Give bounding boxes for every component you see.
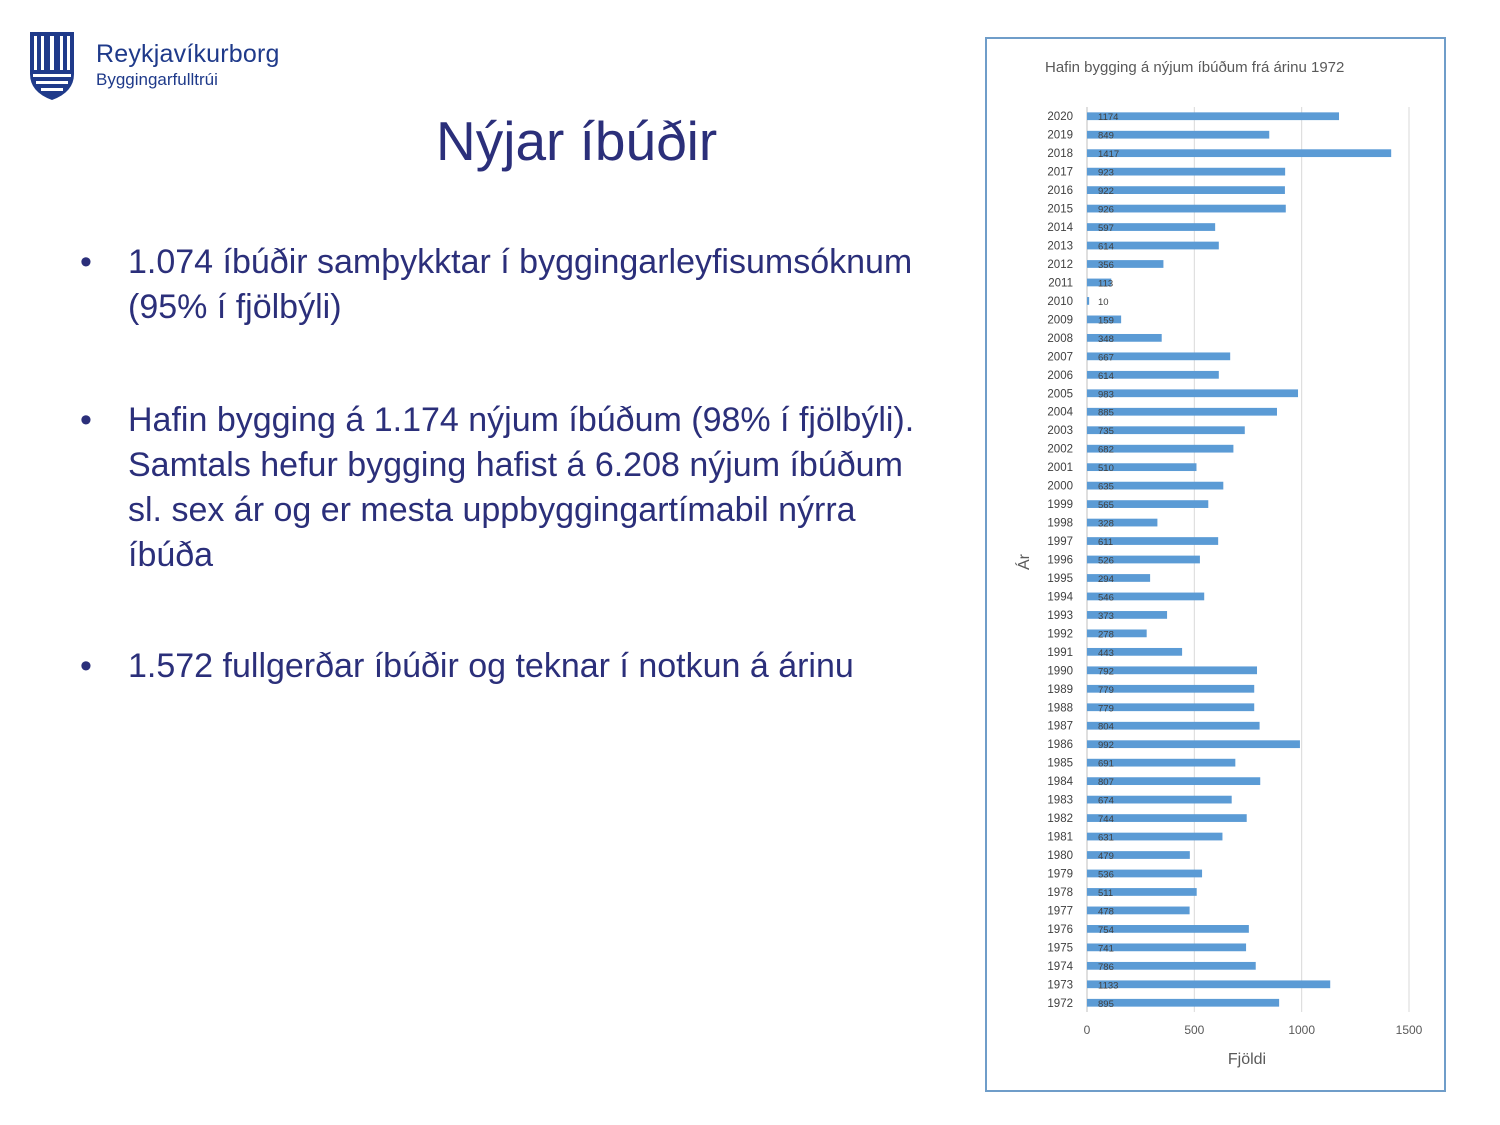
chart-y-tick-label: 2007 — [1047, 351, 1073, 364]
chart-data-label: 443 — [1098, 647, 1114, 659]
bullet-marker: • — [80, 243, 92, 281]
chart-y-tick-label: 2018 — [1047, 148, 1073, 161]
chart-x-tick-label: 0 — [1083, 1023, 1091, 1037]
chart-y-tick-label: 1997 — [1047, 536, 1073, 549]
chart-data-label: 348 — [1098, 333, 1114, 345]
chart-y-tick-label: 1980 — [1047, 850, 1073, 863]
chart-data-label: 526 — [1098, 555, 1114, 567]
chart-x-tick-label: 1500 — [1395, 1023, 1423, 1037]
brand-name: Reykjavíkurborg — [96, 40, 280, 68]
chart-data-label: 1174 — [1098, 112, 1119, 124]
chart-x-tick-label: 1000 — [1288, 1023, 1316, 1037]
chart-data-label: 804 — [1098, 721, 1114, 733]
chart-y-tick-label: 1987 — [1047, 720, 1073, 733]
chart-data-label: 510 — [1098, 463, 1114, 475]
chart-data-label: 792 — [1098, 666, 1114, 678]
chart-data-label: 674 — [1098, 795, 1114, 807]
chart-data-label: 779 — [1098, 684, 1114, 696]
bullet-line: Samtals hefur bygging hafist á 6.208 nýjum íbúðum — [128, 446, 903, 484]
chart-x-tick-label: 500 — [1184, 1023, 1205, 1037]
chart-data-label: 923 — [1098, 167, 1114, 179]
chart-y-tick-label: 2008 — [1047, 332, 1073, 345]
chart-data-label: 779 — [1098, 703, 1114, 715]
chart-bar — [1087, 149, 1391, 157]
chart-data-label: 159 — [1098, 315, 1114, 327]
chart-data-label: 744 — [1098, 814, 1114, 826]
chart-y-tick-label: 1991 — [1047, 646, 1073, 659]
chart-y-tick-label: 1996 — [1047, 554, 1073, 567]
chart-bar — [1087, 168, 1285, 176]
chart-data-label: 565 — [1098, 500, 1114, 512]
chart-y-tick-label: 1989 — [1047, 683, 1073, 696]
chart-data-label: 807 — [1098, 777, 1114, 789]
chart-y-tick-label: 1983 — [1047, 794, 1073, 807]
bullet-line: íbúða — [128, 536, 214, 574]
reykjavik-coat-of-arms-icon — [28, 30, 76, 102]
chart-bar — [1087, 574, 1150, 582]
chart-data-label: 1417 — [1098, 149, 1120, 161]
bar-chart — [985, 37, 1446, 1092]
chart-data-label: 667 — [1098, 352, 1114, 364]
chart-data-label: 614 — [1098, 241, 1114, 253]
chart-data-label: 885 — [1098, 407, 1114, 419]
chart-data-label: 786 — [1098, 961, 1114, 973]
chart-data-label: 546 — [1098, 592, 1114, 604]
chart-y-tick-label: 1981 — [1047, 831, 1073, 844]
chart-data-label: 922 — [1098, 186, 1114, 198]
chart-data-label: 735 — [1098, 426, 1114, 438]
chart-y-tick-label: 1977 — [1047, 905, 1073, 918]
chart-y-tick-label: 1975 — [1047, 942, 1073, 955]
chart-bar — [1087, 186, 1285, 194]
chart-x-axis-label: Fjöldi — [1227, 1051, 1267, 1068]
chart-data-label: 614 — [1098, 370, 1114, 382]
chart-y-tick-label: 1982 — [1047, 813, 1073, 826]
department-name: Byggingarfulltrúi — [96, 70, 218, 89]
chart-data-label: 10 — [1098, 296, 1109, 308]
chart-y-tick-label: 1972 — [1047, 997, 1073, 1010]
chart-y-tick-label: 2017 — [1047, 166, 1073, 179]
bullet-marker: • — [80, 647, 92, 685]
chart-y-tick-label: 1994 — [1047, 591, 1073, 604]
chart-data-label: 328 — [1098, 518, 1114, 530]
chart-y-tick-label: 2015 — [1047, 203, 1073, 216]
chart-y-tick-label: 2009 — [1047, 314, 1073, 327]
chart-bar — [1087, 131, 1269, 139]
chart-data-label: 511 — [1098, 887, 1114, 899]
page-title: Nýjar íbúðir — [436, 110, 718, 172]
bullet-line: 1.572 fullgerðar íbúðir og teknar í notkun á árinu — [128, 647, 854, 685]
chart-data-label: 983 — [1098, 389, 1114, 401]
chart-y-tick-label: 2005 — [1047, 388, 1073, 401]
bullet-line: Hafin bygging á 1.174 nýjum íbúðum (98% í fjölbýli). — [128, 401, 915, 439]
chart-data-label: 895 — [1098, 998, 1114, 1010]
chart-data-label: 741 — [1098, 943, 1114, 955]
chart-y-tick-label: 2006 — [1047, 369, 1073, 382]
chart-data-label: 356 — [1098, 259, 1114, 271]
bullet-list — [80, 240, 1000, 689]
chart-data-label: 635 — [1098, 481, 1114, 493]
chart-y-tick-label: 2014 — [1047, 222, 1073, 235]
chart-data-label: 278 — [1098, 629, 1114, 641]
chart-data-label: 1133 — [1098, 980, 1119, 992]
chart-data-label: 631 — [1098, 832, 1114, 844]
chart-bar — [1087, 629, 1147, 637]
chart-y-tick-label: 1995 — [1047, 572, 1073, 585]
chart-y-axis-label: Ár — [1016, 554, 1033, 570]
chart-y-tick-label: 2003 — [1047, 425, 1073, 438]
chart-y-tick-label: 2013 — [1047, 240, 1073, 253]
chart-y-tick-label: 2012 — [1047, 258, 1073, 271]
chart-y-tick-label: 2020 — [1047, 111, 1073, 124]
chart-data-label: 926 — [1098, 204, 1114, 216]
chart-y-tick-label: 1984 — [1047, 776, 1073, 789]
bullet-item — [80, 644, 1000, 689]
chart-y-tick-label: 2011 — [1048, 277, 1073, 290]
chart-data-label: 294 — [1098, 573, 1114, 585]
chart-bar — [1087, 408, 1277, 416]
chart-y-tick-label: 1978 — [1047, 886, 1073, 899]
chart-y-tick-label: 1976 — [1047, 923, 1073, 936]
chart-data-label: 849 — [1098, 130, 1114, 142]
chart-bar — [1087, 740, 1300, 748]
chart-data-label: 682 — [1098, 444, 1114, 456]
chart-title: Hafin bygging á nýjum íbúðum frá árinu 1972 — [1045, 59, 1345, 76]
chart-y-tick-label: 2010 — [1047, 295, 1073, 308]
chart-data-label: 113 — [1098, 278, 1114, 290]
chart-y-tick-label: 2002 — [1047, 443, 1073, 456]
chart-data-label: 992 — [1098, 740, 1114, 752]
chart-data-label: 754 — [1098, 924, 1114, 936]
chart-bar — [1087, 980, 1330, 988]
bullet-item — [80, 240, 1000, 330]
chart-bar — [1087, 389, 1298, 397]
chart-y-tick-label: 1993 — [1047, 609, 1073, 622]
chart-y-tick-label: 2016 — [1047, 185, 1073, 198]
chart-y-tick-label: 1990 — [1047, 665, 1073, 678]
chart-data-label: 597 — [1098, 223, 1114, 235]
chart-bar — [1087, 112, 1339, 120]
chart-y-tick-label: 1992 — [1047, 628, 1073, 641]
chart-y-tick-label: 1999 — [1047, 499, 1073, 512]
chart-y-tick-label: 1974 — [1047, 960, 1073, 973]
chart-y-tick-label: 1985 — [1047, 757, 1073, 770]
chart-y-tick-label: 2004 — [1047, 406, 1073, 419]
chart-y-tick-label: 2001 — [1047, 462, 1073, 475]
bullet-item — [80, 398, 1000, 578]
bullet-marker: • — [80, 401, 92, 439]
bullet-line: sl. sex ár og er mesta uppbyggingartímabil nýrra — [128, 491, 856, 529]
bullet-line: 1.074 íbúðir samþykktar í byggingarleyfisumsóknum — [128, 243, 913, 281]
chart-y-tick-label: 1986 — [1047, 739, 1073, 752]
chart-bar — [1087, 999, 1279, 1007]
chart-y-tick-label: 1973 — [1047, 979, 1073, 992]
chart-y-tick-label: 1979 — [1047, 868, 1073, 881]
chart-data-label: 536 — [1098, 869, 1114, 881]
chart-bar — [1087, 205, 1286, 213]
bullet-line: (95% í fjölbýli) — [128, 288, 342, 326]
chart-data-label: 479 — [1098, 851, 1114, 863]
chart-data-label: 691 — [1098, 758, 1114, 770]
chart-bar — [1087, 297, 1089, 305]
chart-y-tick-label: 1998 — [1047, 517, 1073, 530]
chart-y-tick-label: 1988 — [1047, 702, 1073, 715]
chart-y-tick-label: 2000 — [1047, 480, 1073, 493]
chart-data-label: 478 — [1098, 906, 1114, 918]
chart-y-tick-label: 2019 — [1047, 129, 1073, 142]
chart-data-label: 373 — [1098, 610, 1114, 622]
chart-data-label: 611 — [1098, 537, 1114, 549]
